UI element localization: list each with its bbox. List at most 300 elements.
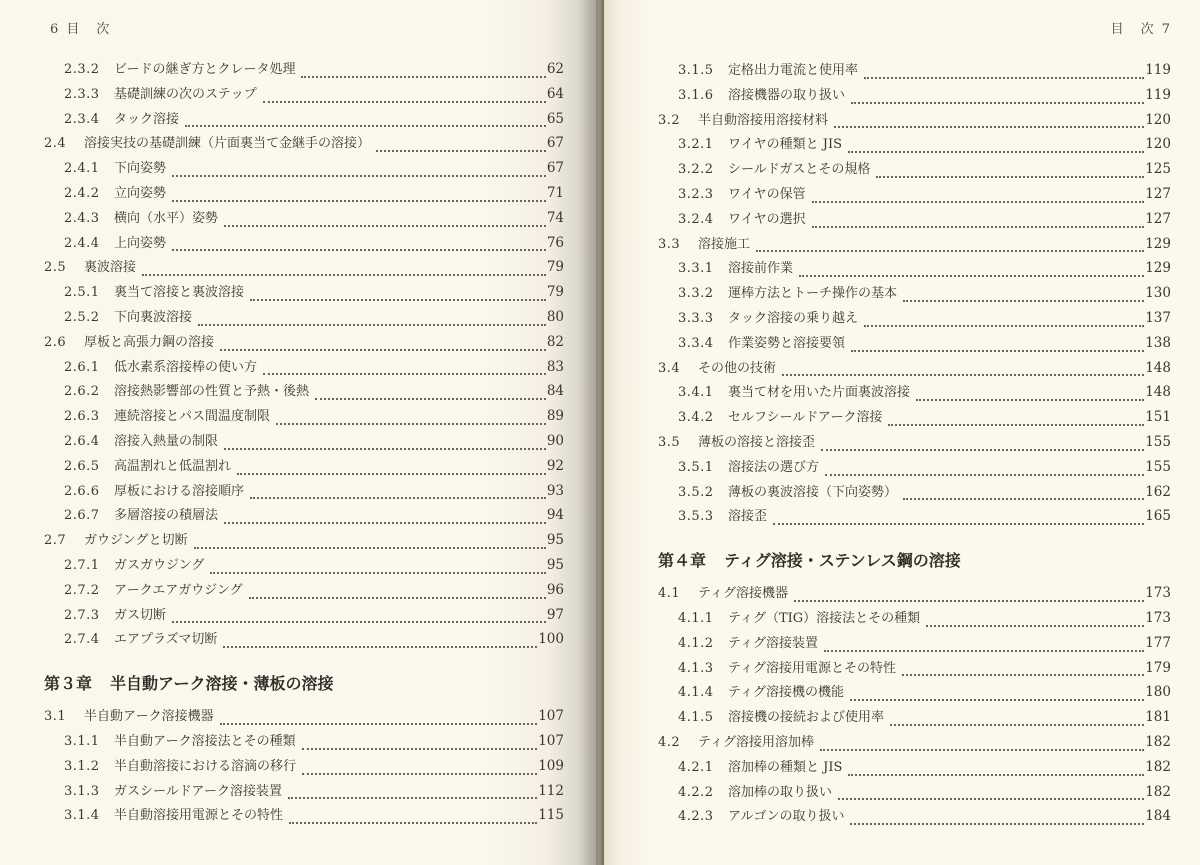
toc-entry	[658, 133, 1171, 158]
leader-dots	[224, 521, 546, 524]
leader-dots	[172, 199, 546, 202]
leader-dots	[288, 796, 537, 799]
section-number: 3.1.4	[64, 808, 100, 824]
leader-dots	[825, 473, 1144, 476]
section-title: 裏当て材を用いた片面裏波溶接	[728, 385, 911, 401]
chapter-title: 半自動アーク溶接・薄板の溶接	[110, 673, 334, 693]
page-number: 179	[1145, 659, 1171, 676]
section-title: 薄板の溶接と溶接歪	[698, 434, 816, 450]
page-number: 97	[546, 606, 564, 623]
toc-entry	[44, 529, 564, 554]
section-title: ガウジングと切断	[84, 533, 188, 549]
section-title: 裏当て溶接と裏波溶接	[114, 285, 245, 301]
page-number: 148	[1145, 359, 1171, 376]
leader-dots	[838, 797, 1144, 800]
section-number: 2.6.5	[64, 458, 100, 474]
page-number: 89	[546, 408, 564, 425]
section-number: 2.7.1	[64, 557, 100, 573]
page-number: 173	[1145, 609, 1171, 626]
page-number: 155	[1145, 433, 1171, 450]
section-number: 2.6.4	[64, 433, 100, 449]
leader-dots	[263, 372, 546, 375]
page-number: 62	[546, 61, 564, 77]
section-title: ワイヤの選択	[728, 211, 806, 227]
section-title: その他の技術	[698, 360, 777, 376]
section-title: 運棒方法とトーチ操作の基本	[728, 286, 898, 302]
toc-entry	[44, 83, 564, 108]
leader-dots	[250, 298, 546, 301]
leader-dots	[237, 472, 546, 475]
page-number: 79	[546, 259, 564, 276]
section-number: 4.2.3	[678, 809, 714, 825]
section-title: ティグ溶接用電源とその特性	[728, 660, 896, 676]
leader-dots	[903, 299, 1144, 302]
section-number: 2.6.2	[64, 384, 100, 400]
section-title: ガスシールドアーク溶接装置	[114, 783, 282, 799]
section-number: 2.7.3	[64, 607, 100, 623]
toc-entry	[658, 183, 1171, 208]
leader-dots	[902, 673, 1144, 676]
toc-entry	[658, 307, 1171, 332]
section-title: ビードの継ぎ方とクレータ処理	[114, 62, 296, 77]
leader-dots	[848, 773, 1144, 776]
section-title: ガスガウジング	[114, 557, 205, 573]
leader-dots	[888, 423, 1144, 426]
section-title: アークエアガウジング	[114, 582, 243, 598]
toc-entry	[658, 158, 1171, 183]
leader-dots	[799, 274, 1144, 277]
page-number: 94	[546, 507, 564, 524]
page-number: 148	[1145, 384, 1171, 401]
toc-entry	[44, 430, 564, 455]
section-title: タック溶接の乗り越え	[728, 310, 859, 326]
leader-dots	[794, 599, 1144, 602]
section-number: 3.2.2	[678, 162, 714, 178]
section-number: 2.6.6	[64, 483, 100, 499]
leader-dots	[249, 596, 546, 599]
section-number: 3.3.3	[678, 310, 714, 326]
book-spine-gutter	[596, 0, 604, 865]
page-number: 84	[546, 383, 564, 400]
page-number: 67	[546, 135, 564, 152]
toc-entry	[44, 232, 564, 257]
section-number: 2.3.3	[64, 86, 100, 102]
section-title: 溶接機器の取り扱い	[728, 87, 846, 103]
page-number: 130	[1145, 285, 1171, 302]
section-number: 2.7.4	[64, 632, 100, 648]
leader-dots	[172, 620, 546, 623]
section-title: 溶接入熱量の制限	[114, 433, 219, 449]
section-number: 2.6.7	[64, 508, 100, 524]
section-number: 2.4.4	[64, 235, 100, 251]
toc-entry	[44, 331, 564, 356]
toc-list	[44, 58, 564, 829]
section-title: 横向（水平）姿勢	[114, 210, 219, 226]
page-number: 95	[546, 532, 564, 549]
page-number: 95	[546, 556, 564, 573]
page-number: 125	[1145, 161, 1171, 178]
section-title: 半自動溶接における溶滴の移行	[114, 758, 297, 774]
leader-dots	[172, 174, 546, 177]
running-head: 6 目 次	[50, 22, 112, 37]
page-number: 119	[1145, 62, 1171, 78]
leader-dots	[289, 821, 537, 824]
page-number: 177	[1145, 634, 1171, 651]
section-title: 下向裏波溶接	[114, 309, 193, 325]
toc-entry	[44, 730, 564, 755]
leader-dots	[263, 100, 546, 103]
page-number: 182	[1145, 733, 1171, 750]
section-title: 溶接実技の基礎訓練（片面裏当て金継手の溶接）	[84, 136, 371, 152]
leader-dots	[198, 323, 546, 326]
toc-entry	[658, 257, 1171, 282]
toc-entry	[44, 755, 564, 780]
leader-dots	[220, 722, 538, 725]
section-title: 溶接機の接続および使用率	[728, 710, 885, 726]
section-title: 上向姿勢	[114, 235, 167, 251]
toc-entry	[658, 84, 1171, 109]
toc-entry	[658, 781, 1171, 806]
toc-entry	[658, 481, 1171, 506]
toc-entry	[658, 632, 1171, 657]
section-number: 2.7	[44, 533, 67, 549]
page-number: 127	[1145, 210, 1171, 227]
section-number: 2.6.1	[64, 359, 100, 375]
section-title: ワイヤの種類と JIS	[728, 137, 842, 153]
section-number: 3.3.2	[678, 286, 714, 302]
toc-entry	[44, 157, 564, 182]
section-title: ワイヤの保管	[728, 186, 806, 202]
section-title: 作業姿勢と溶接要領	[728, 335, 846, 351]
toc-entry	[44, 579, 564, 604]
section-number: 2.4	[44, 136, 67, 152]
section-number: 2.3.2	[64, 62, 100, 77]
page-number: 107	[538, 732, 564, 749]
page-number: 129	[1145, 260, 1171, 277]
toc-entry	[658, 357, 1171, 382]
page-number: 82	[546, 333, 564, 350]
section-number: 2.3.4	[64, 111, 100, 127]
section-number: 3.2	[658, 112, 681, 128]
page-number: 67	[546, 160, 564, 177]
section-title: 溶加棒の種類と JIS	[728, 759, 843, 775]
section-number: 3.5.1	[678, 459, 714, 475]
section-title: 裏波溶接	[84, 260, 137, 276]
leader-dots	[224, 447, 546, 450]
toc-entry	[44, 108, 564, 133]
page-number: 180	[1145, 684, 1171, 701]
page-number: 80	[546, 308, 564, 325]
section-number: 4.2.1	[678, 759, 714, 775]
section-number: 2.4.3	[64, 210, 100, 226]
toc-entry	[658, 505, 1171, 530]
toc-list	[658, 59, 1171, 830]
toc-entry	[44, 480, 564, 505]
section-number: 2.4.2	[64, 185, 100, 201]
toc-entry	[658, 233, 1171, 258]
leader-dots	[185, 124, 546, 127]
leader-dots	[302, 747, 538, 750]
section-number: 3.4.2	[678, 410, 714, 426]
section-title: タック溶接	[114, 111, 180, 127]
page-number: 173	[1145, 585, 1171, 602]
leader-dots	[890, 723, 1144, 726]
toc-entry	[658, 381, 1171, 406]
section-number: 4.1.2	[678, 635, 714, 651]
section-number: 3.1.5	[678, 63, 714, 78]
leader-dots	[824, 649, 1144, 652]
toc-entry	[658, 282, 1171, 307]
section-number: 4.2.2	[678, 784, 714, 800]
section-number: 3.4.1	[678, 385, 714, 401]
toc-entry	[658, 706, 1171, 731]
page-number: 165	[1145, 508, 1171, 525]
page-number: 71	[546, 184, 564, 201]
leader-dots	[926, 624, 1144, 627]
section-title: 溶接施工	[698, 236, 751, 252]
section-title: ティグ溶接用溶加棒	[698, 734, 814, 750]
leader-dots	[850, 698, 1144, 701]
toc-entry	[44, 58, 564, 83]
section-number: 2.4.1	[64, 161, 100, 177]
chapter-heading	[658, 536, 1171, 582]
page-number: 92	[546, 457, 564, 474]
section-number: 2.7.2	[64, 582, 100, 598]
section-number: 2.5	[44, 260, 67, 276]
leader-dots	[821, 448, 1144, 451]
toc-entry	[658, 681, 1171, 706]
leader-dots	[812, 200, 1145, 203]
leader-dots	[210, 571, 545, 574]
toc-entry	[658, 332, 1171, 357]
toc-entry	[44, 281, 564, 306]
chapter-heading	[44, 659, 564, 705]
toc-entry	[44, 455, 564, 480]
page-number: 115	[538, 807, 564, 824]
section-number: 4.1.1	[678, 610, 714, 626]
section-title: 連続溶接とパス間温度制限	[114, 409, 271, 425]
toc-entry	[44, 780, 564, 805]
leader-dots	[773, 522, 1144, 525]
section-number: 3.1	[44, 709, 67, 725]
section-number: 3.3.4	[678, 335, 714, 351]
toc-entry	[658, 109, 1171, 134]
leader-dots	[172, 248, 546, 251]
leader-dots	[220, 348, 546, 351]
leader-dots	[903, 497, 1144, 500]
leader-dots	[301, 75, 545, 78]
section-title: 半自動溶接用溶接材料	[698, 112, 829, 128]
toc-entry	[44, 132, 564, 157]
section-number: 3.4	[658, 360, 681, 376]
page-number: 107	[538, 708, 564, 725]
leader-dots	[851, 349, 1144, 352]
leader-dots	[302, 772, 537, 775]
section-number: 4.1.5	[678, 710, 714, 726]
leader-dots	[223, 645, 537, 648]
leader-dots	[224, 224, 546, 227]
toc-entry	[44, 504, 564, 529]
section-number: 3.1.2	[64, 758, 100, 774]
toc-entry	[658, 756, 1171, 781]
section-title: 半自動アーク溶接機器	[84, 709, 214, 725]
toc-entry	[44, 804, 564, 829]
section-number: 3.2.3	[678, 186, 714, 202]
page-number: 83	[546, 358, 564, 375]
toc-entry	[658, 208, 1171, 233]
section-number: 4.2	[658, 734, 681, 750]
page-number: 184	[1145, 808, 1171, 825]
leader-dots	[876, 175, 1144, 178]
leader-dots	[782, 373, 1144, 376]
section-title: ティグ（TIG）溶接法とその種類	[728, 610, 921, 626]
page-number: 112	[538, 782, 564, 799]
toc-entry	[658, 59, 1171, 84]
section-title: 低水素系溶接棒の使い方	[114, 359, 258, 375]
page-number: 155	[1145, 458, 1171, 475]
section-number: 3.5.3	[678, 509, 714, 525]
chapter-title: ティグ溶接・ステンレス鋼の溶接	[724, 550, 961, 570]
section-title: 溶接法の選び方	[728, 459, 820, 475]
page-number: 151	[1145, 409, 1171, 426]
section-title: 溶接前作業	[728, 261, 794, 277]
page-number: 182	[1145, 758, 1171, 775]
toc-entry	[44, 256, 564, 281]
section-title: 半自動溶接用電源とその特性	[114, 808, 284, 824]
toc-entry	[44, 207, 564, 232]
page-number: 64	[546, 85, 564, 102]
toc-entry	[658, 657, 1171, 682]
running-head: 目 次 7	[1110, 22, 1172, 37]
section-title: シールドガスとその規格	[728, 162, 871, 178]
page-number: 138	[1145, 334, 1171, 351]
section-number: 4.1	[658, 586, 681, 602]
toc-entry	[44, 380, 564, 405]
section-number: 3.2.4	[678, 211, 714, 227]
section-title: ガス切断	[114, 607, 167, 623]
toc-entry	[44, 405, 564, 430]
toc-entry	[658, 456, 1171, 481]
section-title: 高温割れと低温割れ	[114, 458, 232, 474]
section-number: 3.3	[658, 236, 681, 252]
chapter-number: 第４章	[658, 550, 707, 570]
leader-dots	[276, 422, 546, 425]
toc-entry	[44, 182, 564, 207]
page-number: 120	[1145, 136, 1171, 153]
section-number: 4.1.3	[678, 660, 714, 676]
page-number: 90	[546, 432, 564, 449]
section-number: 3.1.1	[64, 733, 100, 749]
leader-dots	[864, 324, 1144, 327]
page-number: 182	[1145, 783, 1171, 800]
section-title: ティグ溶接機器	[698, 586, 788, 602]
section-number: 3.1.3	[64, 783, 100, 799]
section-title: 溶接歪	[728, 509, 768, 525]
toc-entry	[658, 582, 1171, 607]
section-title: 溶加棒の取り扱い	[728, 784, 833, 800]
page-number: 119	[1145, 86, 1171, 103]
toc-entry	[658, 731, 1171, 756]
page-number: 129	[1145, 235, 1171, 252]
page-number: 137	[1145, 309, 1171, 326]
section-title: ティグ溶接装置	[728, 635, 818, 651]
page-number: 65	[546, 110, 564, 127]
leader-dots	[194, 546, 546, 549]
page-number: 109	[538, 757, 564, 774]
section-number: 2.6	[44, 334, 67, 350]
leader-dots	[142, 273, 546, 276]
leader-dots	[864, 76, 1144, 79]
leader-dots	[848, 150, 1144, 153]
section-title: 厚板と高張力鋼の溶接	[84, 334, 215, 350]
leader-dots	[376, 149, 546, 152]
section-number: 3.3.1	[678, 261, 714, 277]
right-page	[604, 0, 1200, 865]
section-number: 2.6.3	[64, 409, 100, 425]
page-number: 120	[1145, 111, 1171, 128]
leader-dots	[851, 101, 1144, 104]
section-title: アルゴンの取り扱い	[728, 809, 845, 825]
section-title: 半自動アーク溶接法とその種類	[114, 733, 296, 749]
toc-entry	[44, 604, 564, 629]
leader-dots	[812, 225, 1145, 228]
page-number: 100	[538, 631, 564, 648]
section-title: 立向姿勢	[114, 185, 167, 201]
section-title: エアプラズマ切断	[114, 632, 218, 648]
leader-dots	[916, 398, 1144, 401]
page-number: 76	[546, 234, 564, 251]
section-number: 3.5	[658, 434, 681, 450]
toc-entry	[44, 628, 564, 653]
toc-entry	[658, 406, 1171, 431]
toc-entry	[658, 431, 1171, 456]
leader-dots	[250, 496, 546, 499]
section-number: 3.2.1	[678, 137, 714, 153]
toc-entry	[44, 356, 564, 381]
leader-dots	[756, 249, 1144, 252]
leader-dots	[315, 397, 546, 400]
section-number: 3.1.6	[678, 87, 714, 103]
section-title: 下向姿勢	[114, 161, 167, 177]
section-title: 基礎訓練の次のステップ	[114, 86, 257, 102]
toc-entry	[658, 805, 1171, 830]
page-number: 181	[1145, 709, 1171, 726]
section-number: 3.5.2	[678, 484, 714, 500]
toc-entry	[44, 705, 564, 730]
section-title: セルフシールドアーク溶接	[728, 410, 883, 426]
section-number: 2.5.2	[64, 309, 100, 325]
page-number: 93	[546, 482, 564, 499]
page-number: 79	[546, 284, 564, 301]
page-number: 74	[546, 209, 564, 226]
section-title: ティグ溶接機の機能	[728, 685, 844, 701]
leader-dots	[834, 125, 1144, 128]
toc-entry	[44, 554, 564, 579]
section-number: 4.1.4	[678, 685, 714, 701]
section-title: 薄板の裏波溶接（下向姿勢）	[728, 484, 898, 500]
section-title: 多層溶接の積層法	[114, 508, 219, 524]
section-number: 2.5.1	[64, 285, 100, 301]
page-number: 162	[1145, 483, 1171, 500]
leader-dots	[850, 822, 1144, 825]
toc-entry	[658, 607, 1171, 632]
section-title: 定格出力電流と使用率	[728, 63, 859, 78]
chapter-number: 第３章	[44, 673, 93, 693]
page-number: 127	[1145, 185, 1171, 202]
section-title: 溶接熱影響部の性質と予熱・後熱	[114, 384, 310, 400]
toc-entry	[44, 306, 564, 331]
section-title: 厚板における溶接順序	[114, 483, 245, 499]
